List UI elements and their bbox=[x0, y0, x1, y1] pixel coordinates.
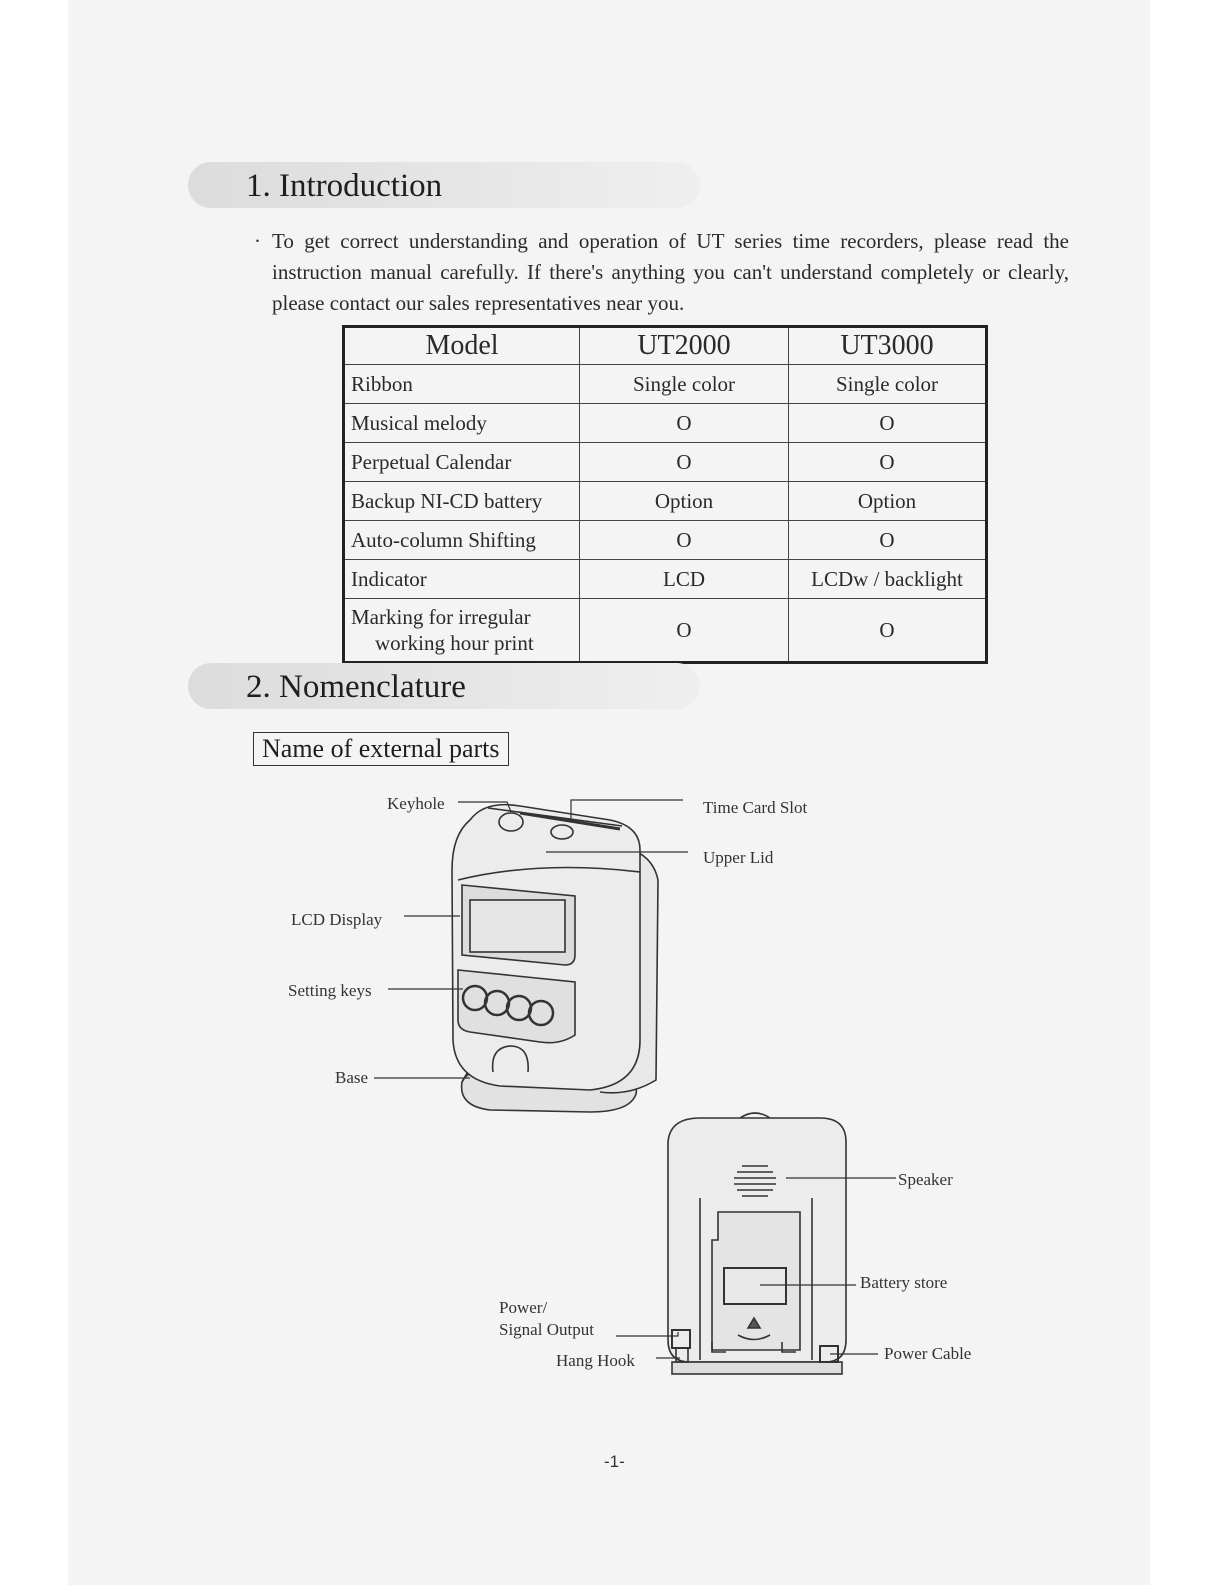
feature-cell: Indicator bbox=[344, 560, 580, 599]
feature-line: working hour print bbox=[375, 631, 534, 655]
ut2000-cell: Single color bbox=[580, 365, 789, 404]
ut3000-cell: Single color bbox=[789, 365, 987, 404]
ut2000-cell: LCD bbox=[580, 560, 789, 599]
label-power-signal-output-line1: Power/ bbox=[499, 1298, 548, 1317]
feature-cell: Ribbon bbox=[344, 365, 580, 404]
label-setting-keys: Setting keys bbox=[288, 981, 372, 1000]
label-hang-hook: Hang Hook bbox=[556, 1351, 635, 1370]
intro-section-title: 1. Introduction bbox=[246, 168, 443, 204]
ut2000-cell: O bbox=[580, 404, 789, 443]
ut3000-cell: O bbox=[789, 599, 987, 663]
header-model: Model bbox=[344, 327, 580, 365]
page-number: -1- bbox=[604, 1452, 625, 1471]
external-parts-heading: Name of external parts bbox=[253, 732, 509, 766]
label-speaker: Speaker bbox=[898, 1170, 953, 1189]
ut2000-cell: O bbox=[580, 443, 789, 482]
intro-text: To get correct understanding and operation of UT series time recorders, please read the instruction manual carefully. If there's anything you can't understand completely or clearly, please contact our sales representatives near you. bbox=[272, 229, 1069, 315]
nomenclature-section-title: 2. Nomenclature bbox=[246, 669, 466, 705]
label-power-cable: Power Cable bbox=[884, 1344, 972, 1363]
label-battery-store: Battery store bbox=[860, 1273, 948, 1292]
back-view-drawing bbox=[616, 1113, 896, 1374]
intro-bullet: · bbox=[254, 229, 261, 253]
ut2000-cell: Option bbox=[580, 482, 789, 521]
ut3000-cell: O bbox=[789, 443, 987, 482]
feature-cell: Perpetual Calendar bbox=[344, 443, 580, 482]
label-upper-lid: Upper Lid bbox=[703, 848, 774, 867]
label-base: Base bbox=[335, 1068, 369, 1087]
label-time-card-slot: Time Card Slot bbox=[703, 798, 808, 817]
label-keyhole: Keyhole bbox=[387, 794, 445, 813]
header-ut3000: UT3000 bbox=[789, 327, 987, 365]
label-lcd-display: LCD Display bbox=[291, 910, 383, 929]
feature-line: Marking for irregular bbox=[351, 605, 531, 629]
ut3000-cell: Option bbox=[789, 482, 987, 521]
label-power-signal-output-line2: Signal Output bbox=[499, 1320, 594, 1339]
feature-cell: Musical melody bbox=[344, 404, 580, 443]
ut3000-cell: O bbox=[789, 404, 987, 443]
feature-cell: Backup NI-CD battery bbox=[344, 482, 580, 521]
front-view-drawing bbox=[374, 800, 688, 1112]
feature-cell: Auto-column Shifting bbox=[344, 521, 580, 560]
ut2000-cell: O bbox=[580, 599, 789, 663]
ut2000-cell: O bbox=[580, 521, 789, 560]
ut3000-cell: LCDw / backlight bbox=[789, 560, 987, 599]
header-ut2000: UT2000 bbox=[580, 327, 789, 365]
ut3000-cell: O bbox=[789, 521, 987, 560]
